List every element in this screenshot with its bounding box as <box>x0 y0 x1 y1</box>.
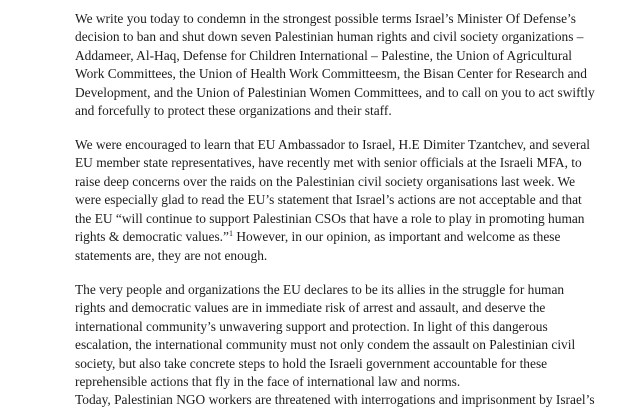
text-line: Work Committees, the Union of Health Work Committeesm, the Bisan Center for Research and <box>75 66 587 82</box>
text-line: escalation, the international community must not only condem the assault on Palestinian civil <box>75 337 576 353</box>
text-line: were especially glad to read the EU’s statement that Israel’s actions are not acceptable and that <box>75 192 582 208</box>
text-line: reprehensible actions that fly in the face of international law and norms. <box>75 374 461 390</box>
text-line: decision to ban and shut down seven Palestinian human rights and civil society organizations – <box>75 29 584 45</box>
text-line: rights and democratic values are in immediate risk of arrest and assault, and deserve the <box>75 300 546 316</box>
paragraph-eu-statement <box>75 136 615 265</box>
text-line: raise deep concerns over the raids on the Palestinian civil society organisations last week. We <box>75 173 576 189</box>
paragraph-allies-at-risk <box>75 281 615 392</box>
text-line: The very people and organizations the EU declares to be its allies in the struggle for human <box>75 282 565 297</box>
text-line: and forcefully to protect these organizations and their staff. <box>75 103 392 119</box>
text-line: EU member state representatives, have recently met with senior officials at the Israeli MFA, to <box>75 155 582 171</box>
text-fragment: However, in our opinion, as important and welcome as these <box>236 229 561 245</box>
footnote-marker: 1 <box>228 229 233 239</box>
paragraph-condemnation <box>75 10 615 121</box>
text-line: We write you today to condemn in the strongest possible terms Israel’s Minister Of Defense’s <box>75 11 576 26</box>
text-line: international community’s unwavering support and protection. In light of this dangerous <box>75 318 548 334</box>
text-line: society, but also take concrete steps to hold the Israeli government accountable for these <box>75 355 548 371</box>
text-line: We were encouraged to learn that EU Ambassador to Israel, H.E Dimiter Tzantchev, and several <box>75 137 591 152</box>
text-line: Today, Palestinian NGO workers are threatened with interrogations and imprisonment by Israel’s <box>75 392 595 407</box>
text-line <box>75 228 615 246</box>
text-line: statements are, they are not enough. <box>75 247 268 263</box>
text-line: Development, and the Union of Palestinian Women Committees, and to call on you to act swiftly <box>75 84 595 100</box>
text-fragment: rights & democratic values.” <box>75 229 229 245</box>
text-line: the EU “will continue to support Palestinian CSOs that have a role to play in promoting human <box>75 210 585 226</box>
paragraph-ngo-workers <box>75 391 615 409</box>
text-line: Addameer, Al-Haq, Defense for Children International – Palestine, the Union of Agricultural <box>75 47 573 63</box>
